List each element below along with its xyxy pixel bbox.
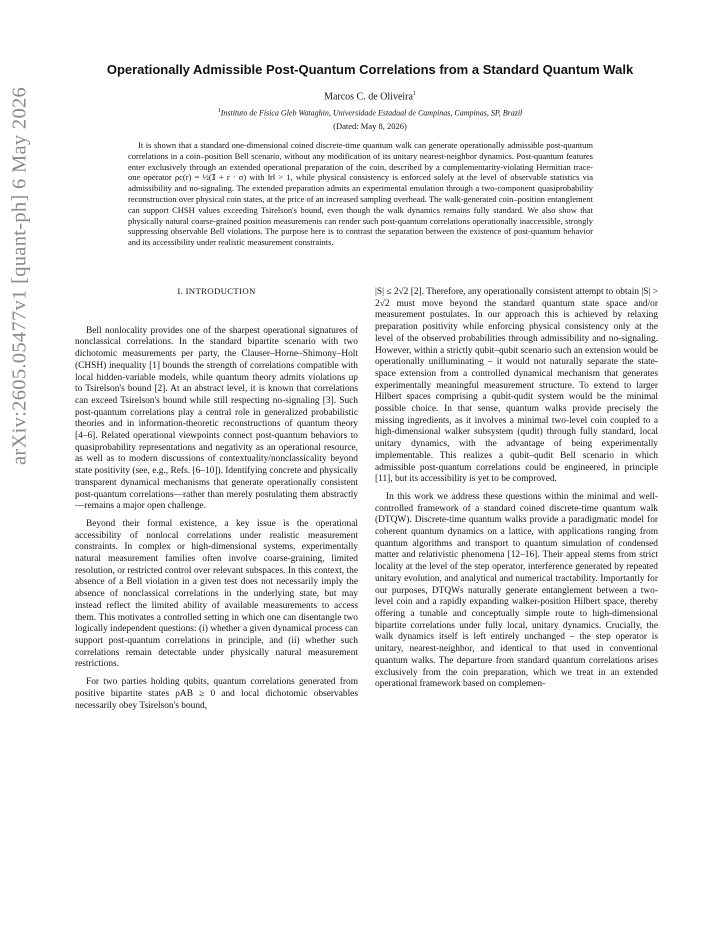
arxiv-identifier-stamp: arXiv:2605.05477v1 [quant-ph] 6 May 2026 bbox=[8, 86, 31, 465]
section-heading-introduction: I. INTRODUCTION bbox=[177, 286, 256, 296]
date-line: (Dated: May 8, 2026) bbox=[333, 121, 407, 131]
author-name: Marcos C. de Oliveira bbox=[324, 91, 413, 103]
affiliation-line bbox=[90, 108, 650, 118]
affiliation-text: Instituto de Física Gleb Wataghin, Universidade Estadual de Campinas, Campinas, SP, Brazil bbox=[220, 108, 523, 118]
author-affiliation-mark: 1 bbox=[412, 91, 416, 97]
right-column bbox=[375, 287, 658, 697]
body-paragraph: In this work we address these questions within the minimal and well-controlled framework of a standard coined discrete-time quantum walk (DTQW). Discrete-time quantum walks provide a paradigmatic model for coherent quantum dynamics on a lattice, with applications ranging from quantum algorithms and transport to quantum simulation of condensed matter and relativistic phenomena [12–16]. Their appeal stems from strict locality at the level of the step operator, interference generated by repeated unitary evolution, and analytical and numerical tractability. Importantly for our purposes, DTQWs naturally generate entanglement between a two-level coin and a rapidly expanding walker-position Hilbert space, thereby offering a tunable and conceptually simple route to high-dimensional bipartite correlations under fully local, unitary dynamics. Crucially, the walk dynamics itself is left entirely unchanged – the step operator is unitary, nearest-neighbor, and identical to that used in conventional quantum walks. The departure from standard quantum correlations arises exclusively from the coin preparation, which we treat in an extended operational framework based on complemen- bbox=[375, 491, 658, 690]
body-paragraph: |S| ≤ 2√2 [2]. Therefore, any operationally consistent attempt to obtain |S| > 2√2 must move beyond the standard quantum state space and/or measurement postulates. In our approach this is achieved by relaxing preparation positivity while enforcing physical consistency only at the level of the observed probabilities through admissibility and no-signaling. However, within a strictly qubit–qubit scenario such an extension would be operationally unilluminating – it would not naturally separate the state-space extension from a controlled dynamical mechanism that generates experimentally meaningful measurement structure. To extend to larger Hilbert spaces comprising a qubit-qudit system would be the minimal possible choice. In that sense, quantum walks provide precisely the missing ingredients, as it involves a minimal two-level coin coupled to a high-dimensional walker subsystem (qudit) through fully standard, local unitary dynamics, with the advantage of being experimentally implementable. This realizes a qubit–qudit Bell scenario in which admissible post-quantum correlations could be engineered, in principle [11], but its accessibility is yet to be comproved. bbox=[375, 287, 658, 485]
body-paragraph: Bell nonlocality provides one of the sharpest operational signatures of nonclassical correlations. In the standard bipartite scenario with two dichotomic measurements per party, the Clauser–Horne–Shimony–Holt (CHSH) inequality [1] bounds the strength of correlations compatible with local hidden-variable models, while quantum theory admits violations up to Tsirelson's bound [2]. At an abstract level, it is known that correlations can exceed Tsirelson's bound while still respecting no-signaling [3]. Such post-quantum correlations play a central role in generalized probabilistic theories and in information-theoretic reconstructions of quantum theory [4–6]. Related operational viewpoints connect post-quantum behaviors to quasiprobability representations and negativity as an operational resource, as well as to modern discussions of contextuality/nonclassicality beyond state positivity (see, e.g., Refs. [6–10]). Identifying concrete and physically transparent dynamical mechanisms that generate operationally consistent post-quantum correlations—rather than merely postulating them abstractly—remains a major open challenge. bbox=[75, 325, 358, 512]
abstract: It is shown that a standard one-dimensional coined discrete-time quantum walk can generate operationally admissible post-quantum correlations in a coin–position Bell scenario, without any modification of its unitary nearest-neighbor dynamics. Post-quantum features enter exclusively through an extended operational preparation of the coin, described by a complementarity-violating Hermitian trace-one operator ρc(r) = ½(𝕀 + r · σ) with ‖r‖ > 1, while physical consistency is enforced solely at the level of observable statistics via admissibility and no-signaling. The extended preparation admits an experimental emulation through a two-component quasiprobability reconstruction over physical coin states, at the price of an increased sampling overhead. The walk-generated coin–position entanglement can support CHSH values exceeding Tsirelson's bound, even though the walk dynamics remains fully standard. We also show that physically natural coarse-grained position measurements can render such post-quantum correlations operationally inaccessible, strongly suppressing observable Bell violations. The purpose here is to contrast the separation between the existence of post-quantum behavior and its accessibility under realistic measurement constraints. bbox=[128, 140, 593, 248]
paper-title: Operationally Admissible Post-Quantum Correlations from a Standard Quantum Walk bbox=[106, 62, 634, 77]
author-line bbox=[90, 91, 650, 102]
body-paragraph: Beyond their formal existence, a key issue is the operational accessibility of nonlocal correlations under realistic measurement constraints. In complex or high-dimensional systems, experimentally natural measurement families often involve coarse-graining, limited resolution, or restricted control over relevant subspaces. In this context, the absence of a Bell violation in a given test does not necessarily imply the absence of nonclassical correlations in the underlying state, but may instead reflect the limited ability of available measurements to access them. This motivates a controlled setting in which one can disentangle two logically independent questions: (i) whether a given dynamical process can support post-quantum correlations in principle, and (ii) whether such correlations remain detectable under physically natural measurement restrictions. bbox=[75, 518, 358, 670]
body-paragraph: For two parties holding qubits, quantum correlations generated from positive bipartite states ρAB ≥ 0 and local dichotomic observables necessarily obey Tsirelson's bound, bbox=[75, 677, 358, 711]
left-column bbox=[75, 286, 358, 718]
affiliation-mark: 1 bbox=[217, 108, 221, 114]
